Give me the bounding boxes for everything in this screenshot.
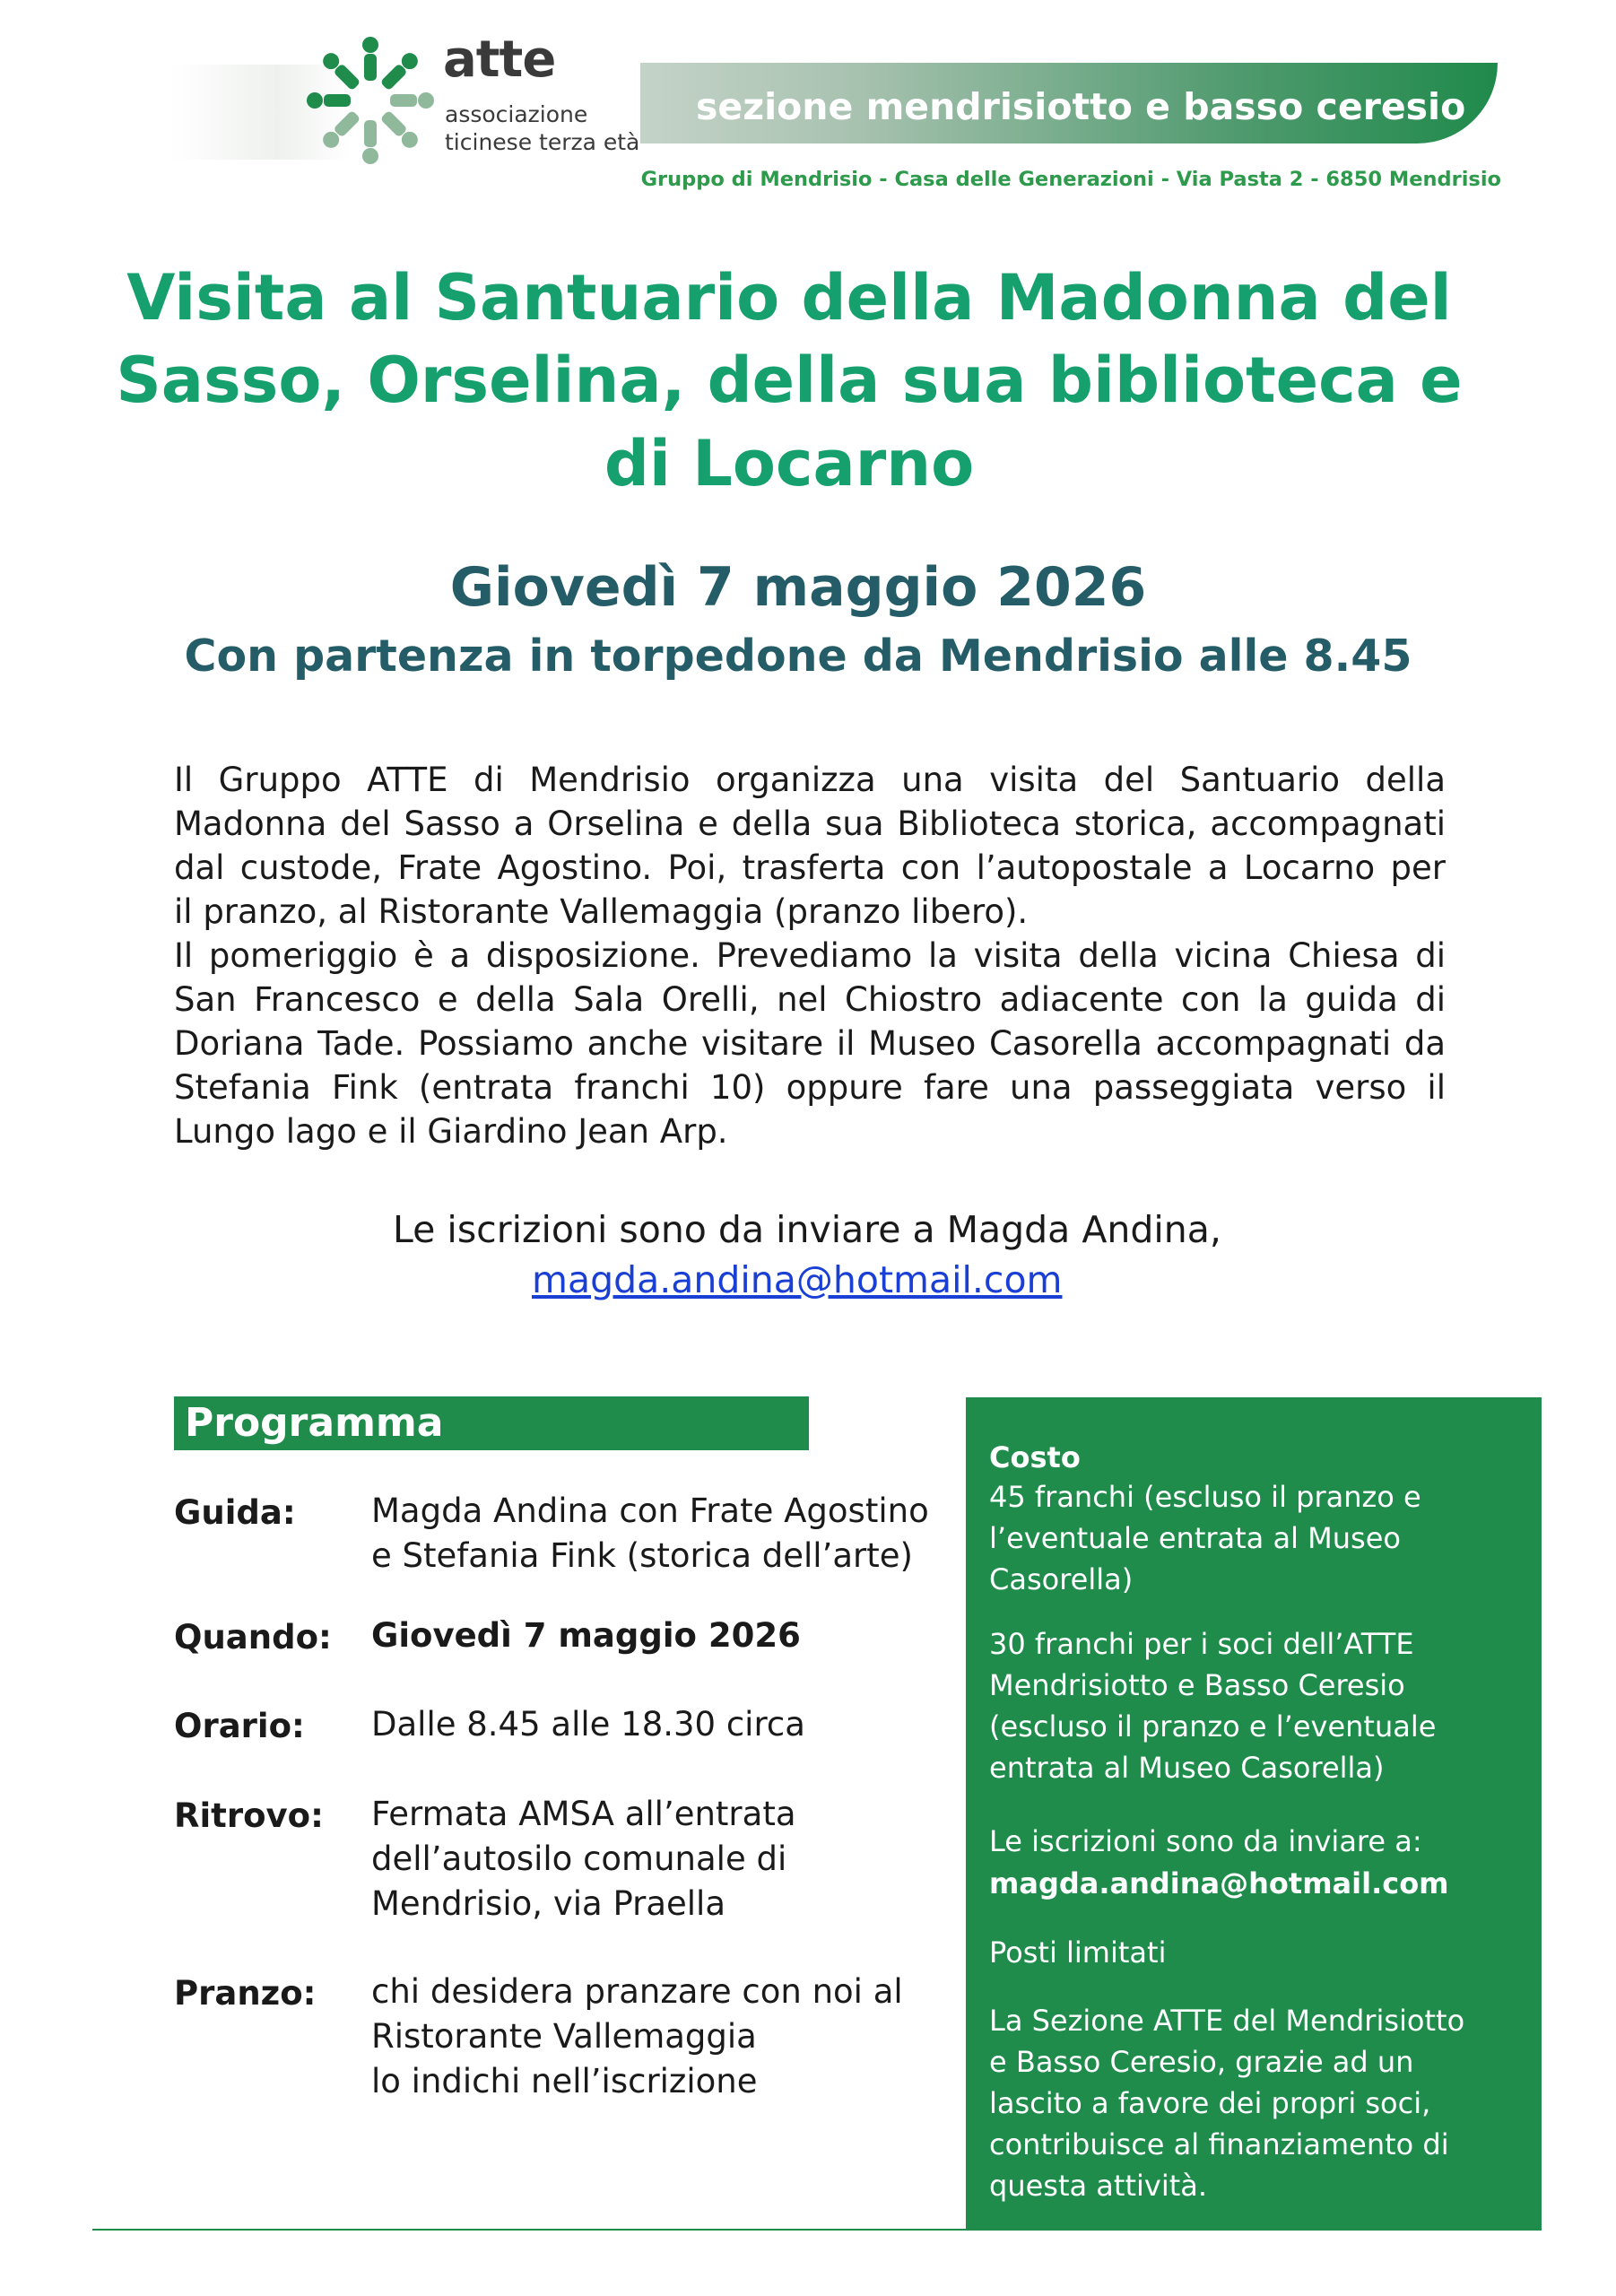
program-value-quando	[371, 1613, 801, 1658]
program-label-pranzo: Pranzo:	[174, 1974, 317, 2013]
limited-places: Posti limitati	[989, 1935, 1167, 1970]
program-heading: Programma	[185, 1400, 444, 1446]
page-title-line-2: Sasso, Orselina, della sua biblioteca e	[116, 344, 1463, 417]
logo-subtitle-line-1: associazione	[445, 101, 588, 127]
body-text-line: Stefania Fink (entrata franchi 10) oppure fare una passeggiata verso il	[174, 1068, 1446, 1107]
members-cost-line: 30 franchi per i soci dell’ATTE	[989, 1627, 1414, 1661]
registration-email-link[interactable]: magda.andina@hotmail.com	[532, 1258, 1063, 1301]
footer-rule	[92, 2229, 1542, 2231]
program-value-line: Giovedì 7 maggio 2026	[371, 1616, 801, 1655]
program-value-orario	[371, 1702, 805, 1747]
program-value-line: lo indichi nell’iscrizione	[371, 2062, 758, 2100]
logo-figures	[307, 37, 434, 164]
cost-text-line: 45 franchi (escluso il pranzo e	[989, 1480, 1421, 1514]
box-registration-label: Le iscrizioni sono da inviare a:	[989, 1824, 1422, 1858]
program-value-ritrovo	[371, 1792, 796, 1926]
page-title-line-3: di Locarno	[604, 427, 975, 500]
program-value-guida	[371, 1489, 929, 1578]
group-address: Gruppo di Mendrisio - Casa delle Generazioni - Via Pasta 2 - 6850 Mendrisio	[640, 168, 1501, 191]
body-text-line: San Francesco e della Sala Orelli, nel Chiostro adiacente con la guida di	[174, 980, 1446, 1019]
program-value-line: dell’autosilo comunale di	[371, 1839, 787, 1878]
funding-text-line: e Basso Ceresio, grazie ad un	[989, 2045, 1414, 2079]
program-value-line: Dalle 8.45 alle 18.30 circa	[371, 1705, 805, 1744]
funding-text-line: questa attività.	[989, 2169, 1208, 2203]
body-text-line: dal custode, Frate Agostino. Poi, trasferta con l’autopostale a Locarno per	[174, 848, 1446, 887]
program-label-orario: Orario:	[174, 1707, 305, 1745]
cost-heading: Costo	[989, 1440, 1081, 1474]
program-label-ritrovo: Ritrovo:	[174, 1796, 324, 1835]
program-label-guida: Guida:	[174, 1493, 296, 1532]
registration-text: Le iscrizioni sono da inviare a Magda Andina,	[393, 1208, 1221, 1251]
cost-text-line: Casorella)	[989, 1562, 1134, 1596]
body-text-line: il pranzo, al Ristorante Vallemaggia (pranzo libero).	[174, 892, 1029, 931]
body-text-line: Lungo lago e il Giardino Jean Arp.	[174, 1112, 728, 1151]
members-cost-line: entrata al Museo Casorella)	[989, 1751, 1385, 1785]
members-cost-text	[989, 1623, 1436, 1788]
program-value-line: Mendrisio, via Praella	[371, 1884, 725, 1923]
body-text-line: Madonna del Sasso a Orselina e della sua Biblioteca storica, accompagnati	[174, 804, 1446, 843]
logo-subtitle	[445, 100, 639, 156]
program-value-line: e Stefania Fink (storica dell’arte)	[371, 1536, 913, 1575]
atte-logo-icon	[285, 27, 456, 170]
program-label-quando: Quando:	[174, 1618, 332, 1657]
funding-text-line: contribuisce al finanziamento di	[989, 2127, 1449, 2161]
funding-text-line: lascito a favore dei propri soci,	[989, 2086, 1431, 2120]
funding-text	[989, 2000, 1464, 2206]
logo-subtitle-line-2: ticinese terza età	[445, 129, 640, 155]
body-text-line: Doriana Tade. Possiamo anche visitare il Museo Casorella accompagnati da	[174, 1024, 1446, 1063]
event-date: Giovedì 7 maggio 2026	[449, 556, 1147, 619]
program-value-line: Magda Andina con Frate Agostino	[371, 1492, 929, 1530]
body-text-line: Il pomeriggio è a disposizione. Prevediamo la visita della vicina Chiesa di	[174, 936, 1446, 975]
members-cost-line: (escluso il pranzo e l’eventuale	[989, 1709, 1437, 1744]
section-banner-text: sezione mendrisiotto e basso ceresio	[696, 85, 1466, 128]
program-value-line: Fermata AMSA all’entrata	[371, 1795, 796, 1833]
program-value-line: Ristorante Vallemaggia	[371, 2017, 757, 2056]
cost-text-line: l’eventuale entrata al Museo	[989, 1521, 1401, 1555]
cost-text	[989, 1476, 1421, 1600]
funding-text-line: La Sezione ATTE del Mendrisiotto	[989, 2004, 1465, 2038]
departure-info: Con partenza in torpedone da Mendrisio alle 8.45	[184, 631, 1412, 682]
logo-wordmark: atte	[443, 30, 556, 89]
body-text-line: Il Gruppo ATTE di Mendrisio organizza una visita del Santuario della	[174, 761, 1446, 799]
members-cost-line: Mendrisiotto e Basso Ceresio	[989, 1668, 1405, 1702]
page-title-line-1: Visita al Santuario della Madonna del	[126, 261, 1452, 335]
program-value-line: chi desidera pranzare con noi al	[371, 1972, 903, 2011]
program-value-pranzo	[371, 1970, 903, 2104]
box-registration-email[interactable]: magda.andina@hotmail.com	[989, 1866, 1449, 1900]
